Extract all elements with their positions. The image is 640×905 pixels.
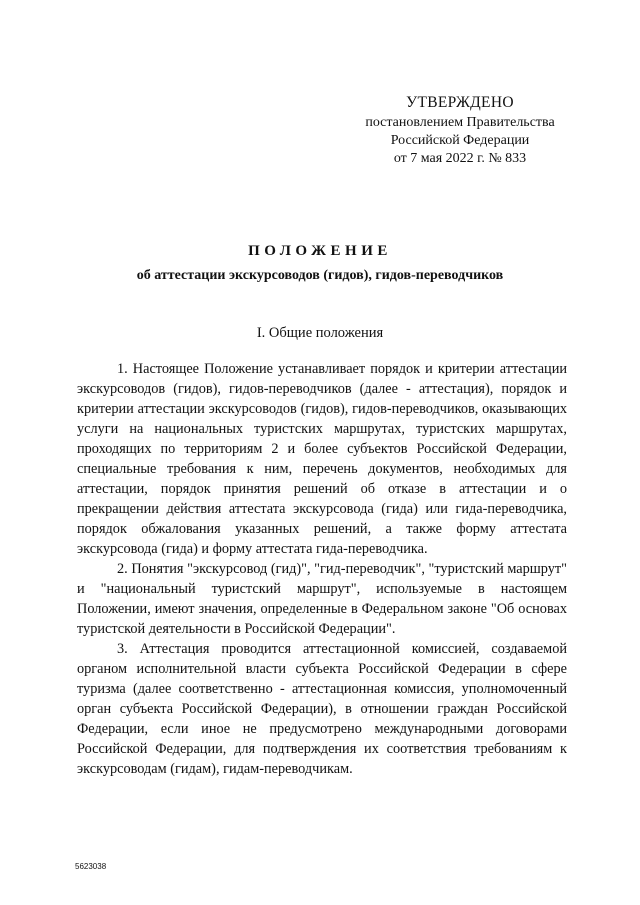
section-body: [77, 359, 567, 779]
approval-heading: УТВЕРЖДЕНО: [406, 94, 514, 111]
paragraph-3: 3. Аттестация проводится аттестационной комиссией, создаваемой органом исполнительной власти субъекта Российской Федерации в сфере туризма (далее соответственно - аттестационная комиссия, уполномоченный орган субъекта Российской Федерации), в отношении граждан Российской Федерации, если иное не предусмотрено международными договорами Российской Федерации, для подтверждения их соответствия требованиям к экскурсоводам (гидам), гидам-переводчикам.: [77, 641, 567, 777]
approval-line-3: от 7 мая 2022 г. № 833: [393, 151, 527, 166]
paragraph-2: 2. Понятия "экскурсовод (гид)", "гид-переводчик", "туристский маршрут" и "национальный туристский маршрут", используемые в настоящем Положении, имеют значения, определенные в Федеральном законе "Об основах туристской деятельности в Российской Федерации".: [77, 561, 567, 637]
section-title: I. Общие положения: [256, 325, 384, 341]
document-title: ПОЛОЖЕНИЕ: [248, 243, 392, 259]
document-subtitle: об аттестации экскурсоводов (гидов), гидов-переводчиков: [136, 268, 504, 283]
approval-stamp: [340, 92, 580, 168]
approval-line-2: Российской Федерации: [390, 133, 530, 148]
approval-line-1: постановлением Правительства: [365, 115, 555, 130]
document-code: 5623038: [75, 862, 107, 871]
paragraph-1: 1. Настоящее Положение устанавливает порядок и критерии аттестации экскурсоводов (гидов), гидов-переводчиков (далее - аттестация), порядок и критерии аттестации экскурсоводов (гидов), гидов-переводчиков, оказывающих услуги на национальных туристских маршрутах, туристских маршрутах, проходящих по территориям 2 и более субъектов Российской Федерации, специальные требования к ним, перечень документов, необходимых для аттестации, порядок принятия решений об отказе в аттестации и о прекращении действия аттестата экскурсовода (гида) или гида-переводчика, порядок обжалования указанных решений, а также форму аттестата экскурсовода (гида) и форму аттестата гида-переводчика.: [77, 361, 567, 557]
